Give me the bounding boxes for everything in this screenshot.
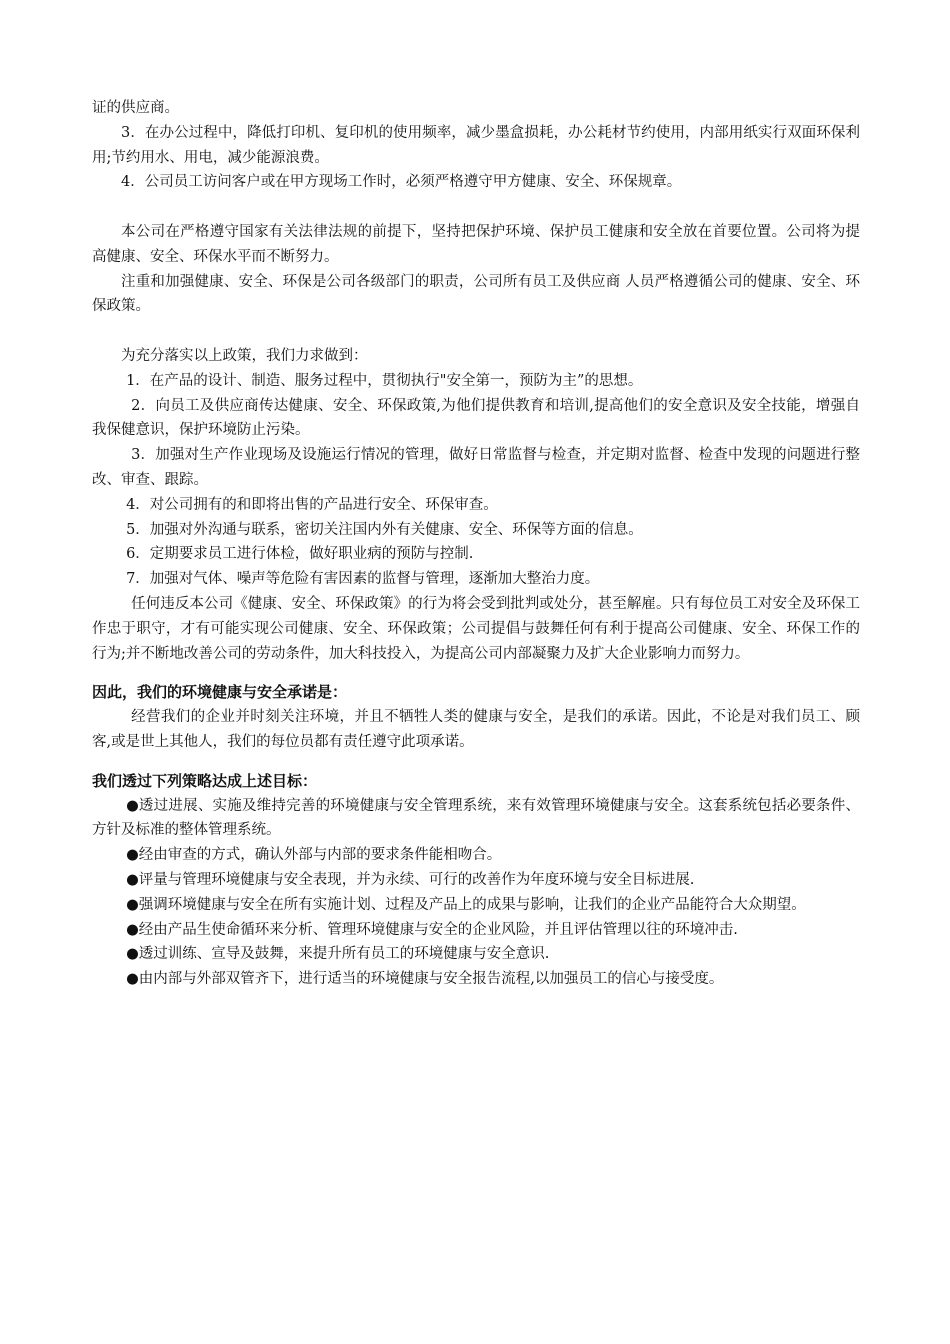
measure-item: 4．对公司拥有的和即将出售的产品进行安全、环保审查。	[126, 496, 498, 513]
list-item: 3．在办公过程中，降低打印机、复印机的使用频率，减少墨盒损耗，办公耗材节约使用，内部用纸实行双面环保利用;节约用水、用电，减少能源浪费。	[92, 124, 860, 166]
document-page	[92, 96, 860, 992]
list-item: 4．公司员工访问客户或在甲方现场工作时，必须严格遵守甲方健康、安全、环保规章。	[121, 174, 682, 191]
spacer	[92, 666, 860, 678]
spacer	[92, 195, 860, 220]
measure-item: 5．加强对外沟通与联系，密切关注国内外有关健康、安全、环保等方面的信息。	[126, 521, 643, 538]
spacer	[92, 755, 860, 767]
measure-item: 7．加强对气体、噪声等危险有害因素的监督与管理，逐渐加大整治力度。	[126, 571, 600, 588]
paragraph: 经营我们的企业并时刻关注环境，并且不牺牲人类的健康与安全，是我们的承诺。因此，不论是对我们员工、顾客,或是世上其他人，我们的每位员都有责任遵守此项承诺。	[92, 709, 860, 750]
bullet-item: ●经由审查的方式，确认外部与内部的要求条件能相吻合。	[126, 847, 502, 864]
measure-item: 2．向员工及供应商传达健康、安全、环保政策,为他们提供教育和培训,提高他们的安全意识及安全技能，增强自我保健意识，保护环境防止污染。	[92, 397, 860, 439]
bullet-item: ●透过进展、实施及维持完善的环境健康与安全管理系统，来有效管理环境健康与安全。这套系统包括必要条件、方针及标准的整体管理系统。	[92, 797, 860, 839]
paragraph-lead: 为充分落实以上政策，我们力求做到：	[121, 347, 368, 364]
paragraph: 任何违反本公司《健康、安全、环保政策》的行为将会受到批判或处分，甚至解雇。只有每位员工对安全及环保工作忠于职守，才有可能实现公司健康、安全、环保政策；公司提倡与鼓舞任何有利于提高公司健康、安全、环保工作的行为;并不断地改善公司的劳动条件，加大科技投入，为提高公司内部凝聚力及扩大企业影响力而努力。	[92, 595, 860, 662]
bullet-item: ●经由产品生使命循环来分析、管理环境健康与安全的企业风险，并且评估管理以往的环境冲击.	[126, 921, 738, 938]
paragraph: 本公司在严格遵守国家有关法律法规的前提下，坚持把保护环境、保护员工健康和安全放在首要位置。公司将为提高健康、安全、环保水平而不断努力。	[92, 223, 860, 265]
measure-item: 3．加强对生产作业现场及设施运行情况的管理，做好日常监督与检查，并定期对监督、检查中发现的问题进行整改、审查、跟踪。	[92, 447, 860, 488]
spacer	[92, 319, 860, 344]
section-heading: 我们透过下列策略达成上述目标：	[92, 771, 318, 790]
paragraph: 注重和加强健康、安全、环保是公司各级部门的职责，公司所有员工及供应商 人员严格遵循公司的健康、安全、环保政策。	[92, 273, 860, 315]
bullet-item: ●评量与管理环境健康与安全表现，并为永续、可行的改善作为年度环境与安全目标进展.	[126, 871, 695, 888]
bullet-item: ●由内部与外部双管齐下，进行适当的环境健康与安全报告流程,以加强员工的信心与接受度。	[126, 971, 724, 988]
continued-line: 证的供应商。	[92, 100, 179, 116]
section-heading: 因此，我们的环境健康与安全承诺是：	[92, 683, 348, 702]
measure-item: 6．定期要求员工进行体检，做好职业病的预防与控制.	[126, 546, 474, 563]
bullet-item: ●透过训练、宣导及鼓舞，来提升所有员工的环境健康与安全意识.	[126, 946, 550, 963]
bullet-item: ●强调环境健康与安全在所有实施计划、过程及产品上的成果与影响，让我们的企业产品能符合大众期望。	[126, 896, 806, 913]
measure-item: 1．在产品的设计、制造、服务过程中，贯彻执行"安全第一，预防为主”的思想。	[126, 372, 643, 389]
